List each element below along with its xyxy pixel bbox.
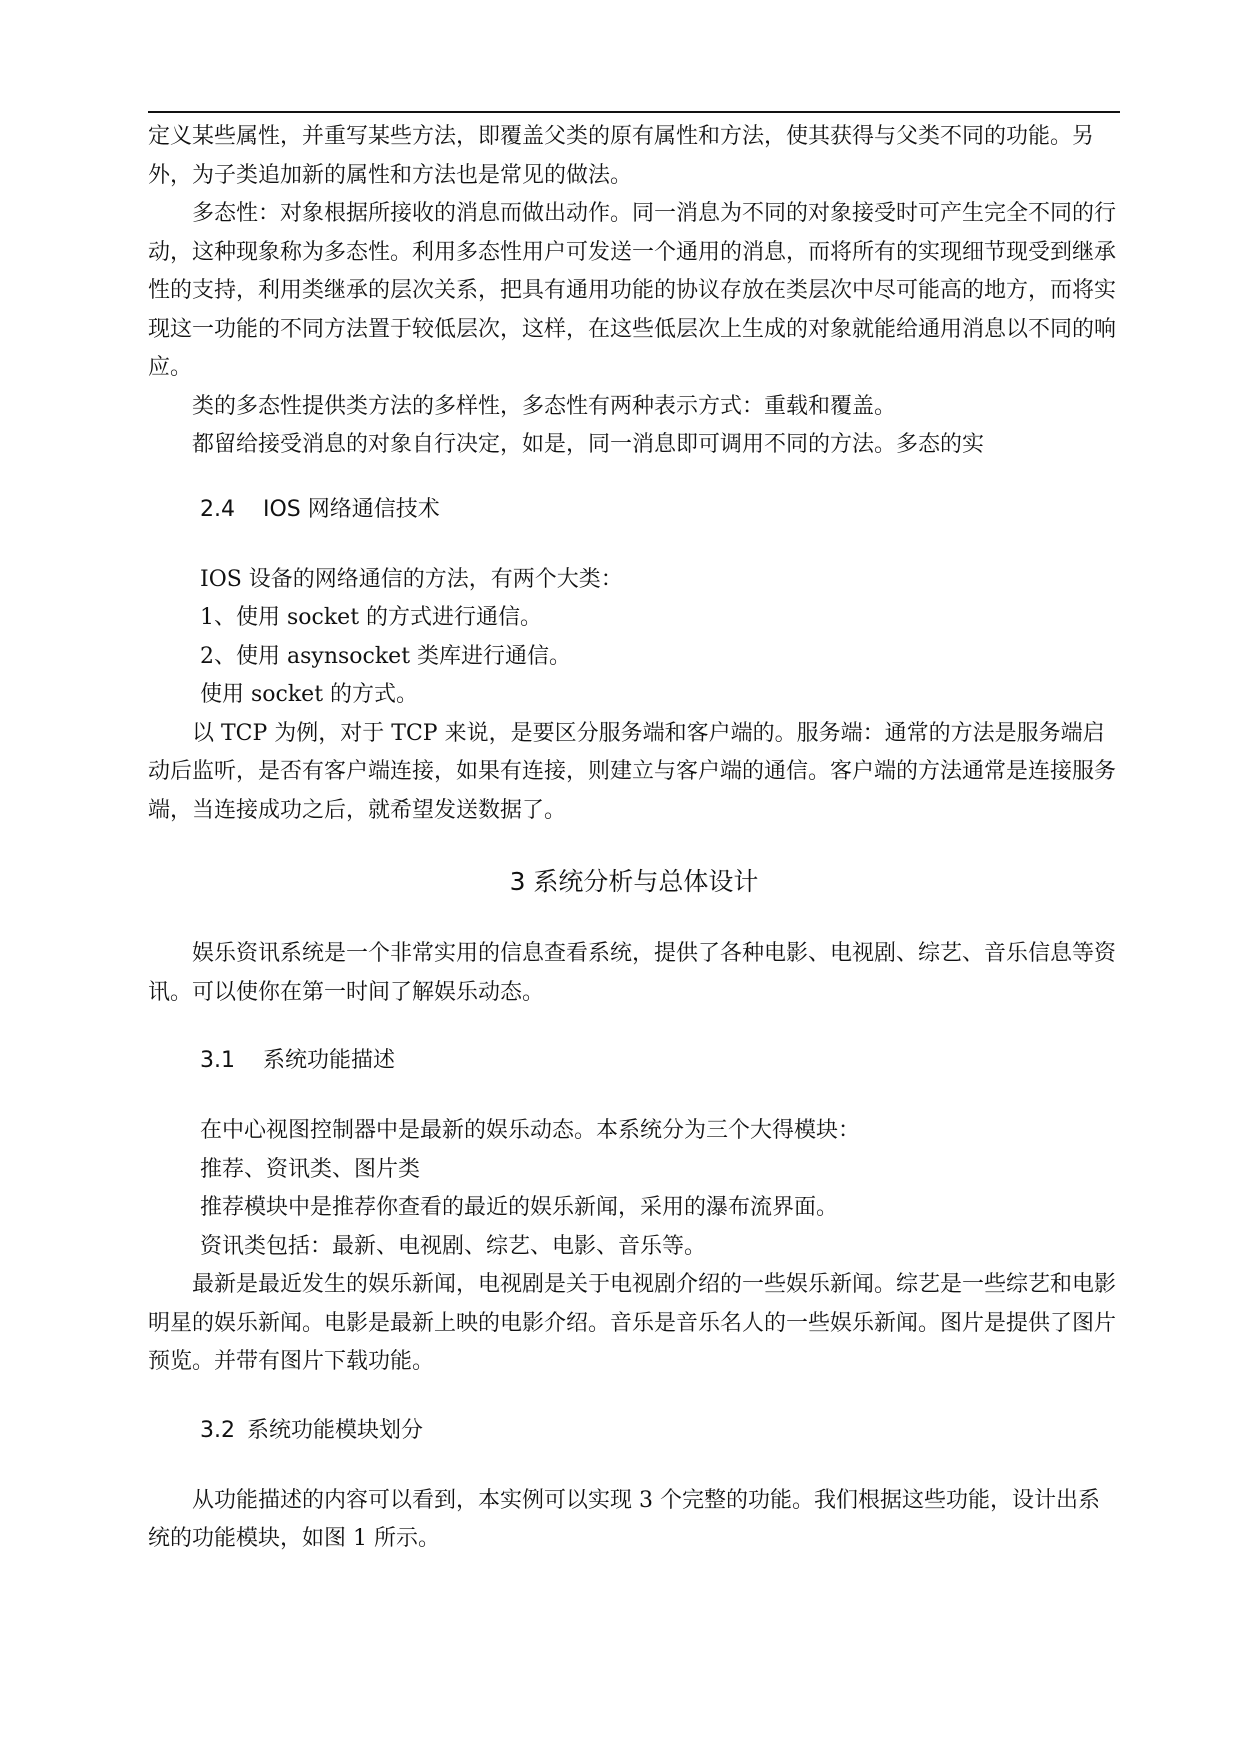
text-line: 在中心视图控制器中是最新的娱乐动态。本系统分为三个大得模块： xyxy=(200,1118,861,1143)
section-3-1-body xyxy=(148,1112,1120,1382)
text-line: 使用 socket 的方式。 xyxy=(200,682,419,707)
section-number: 3.2 xyxy=(200,1417,235,1443)
text-line: IOS 设备的网络通信的方法，有两个大类： xyxy=(200,566,623,592)
document-body xyxy=(148,118,1120,1559)
text-line: 1、使用 socket 的方式进行通信。 xyxy=(200,605,543,630)
paragraph-inheritance-end: 定义某些属性，并重写某些方法，即覆盖父类的原有属性和方法，使其获得与父类不同的功能。另外，为子类追加新的属性和方法也是常见的做法。 xyxy=(148,124,1095,188)
section-number: 2.4 xyxy=(200,496,235,522)
section-heading-3-1 xyxy=(200,1042,1120,1080)
chapter-title: 3 系统分析与总体设计 xyxy=(509,867,759,896)
section-title: 系统功能描述 xyxy=(263,1048,396,1073)
header-rule xyxy=(148,111,1120,113)
section-2-4-body xyxy=(148,561,1120,831)
paragraph-polymorphism-forms: 类的多态性提供类方法的多样性，多态性有两种表示方式：重载和覆盖。 xyxy=(192,393,897,419)
section-heading-3-2 xyxy=(200,1412,1120,1450)
text-line: 资讯类包括：最新、电视剧、综艺、电影、音乐等。 xyxy=(200,1233,707,1259)
paragraph-chapter-intro: 娱乐资讯系统是一个非常实用的信息查看系统，提供了各种电影、电视剧、综艺、音乐信息等资讯。可以使你在第一时间了解娱乐动态。 xyxy=(148,941,1117,1005)
section-heading-2-4 xyxy=(200,491,1120,529)
text-line: 推荐、资讯类、图片类 xyxy=(200,1156,421,1182)
paragraph-module-details: 最新是最近发生的娱乐新闻，电视剧是关于电视剧介绍的一些娱乐新闻。综艺是一些综艺和电影明星的娱乐新闻。电影是最新上映的电影介绍。音乐是音乐名人的一些娱乐新闻。图片是提供了图片预览。并带有图片下载功能。 xyxy=(148,1272,1117,1374)
section-title: IOS 网络通信技术 xyxy=(263,496,440,522)
section-title: 系统功能模块划分 xyxy=(247,1417,424,1443)
text-line: 推荐模块中是推荐你查看的最近的娱乐新闻，采用的瀑布流界面。 xyxy=(200,1195,839,1220)
paragraph-module-division: 从功能描述的内容可以看到，本实例可以实现 3 个完整的功能。我们根据这些功能，设计出系统的功能模块，如图 1 所示。 xyxy=(148,1487,1100,1551)
paragraph-polymorphism-fragment: 都留给接受消息的对象自行决定，如是，同一消息即可调用不同的方法。多态的实 xyxy=(192,432,985,457)
text-line: 2、使用 asynsocket 类库进行通信。 xyxy=(200,643,572,669)
section-number: 3.1 xyxy=(200,1048,235,1073)
paragraph-polymorphism: 多态性：对象根据所接收的消息而做出动作。同一消息为不同的对象接受时可产生完全不同的行动，这种现象称为多态性。利用多态性用户可发送一个通用的消息，而将所有的实现细节现受到继承性的支持，利用类继承的层次关系，把具有通用功能的协议存放在类层次中尽可能高的地方，而将实现这一功能的不同方法置于较低层次，这样，在这些低层次上生成的对象就能给通用消息以不同的响应。 xyxy=(148,201,1117,380)
paragraph-tcp: 以 TCP 为例，对于 TCP 来说，是要区分服务端和客户端的。服务端：通常的方法是服务端启动后监听，是否有客户端连接，如果有连接，则建立与客户端的通信。客户端的方法通常是连接服务端，当连接成功之后，就希望发送数据了。 xyxy=(148,720,1117,823)
